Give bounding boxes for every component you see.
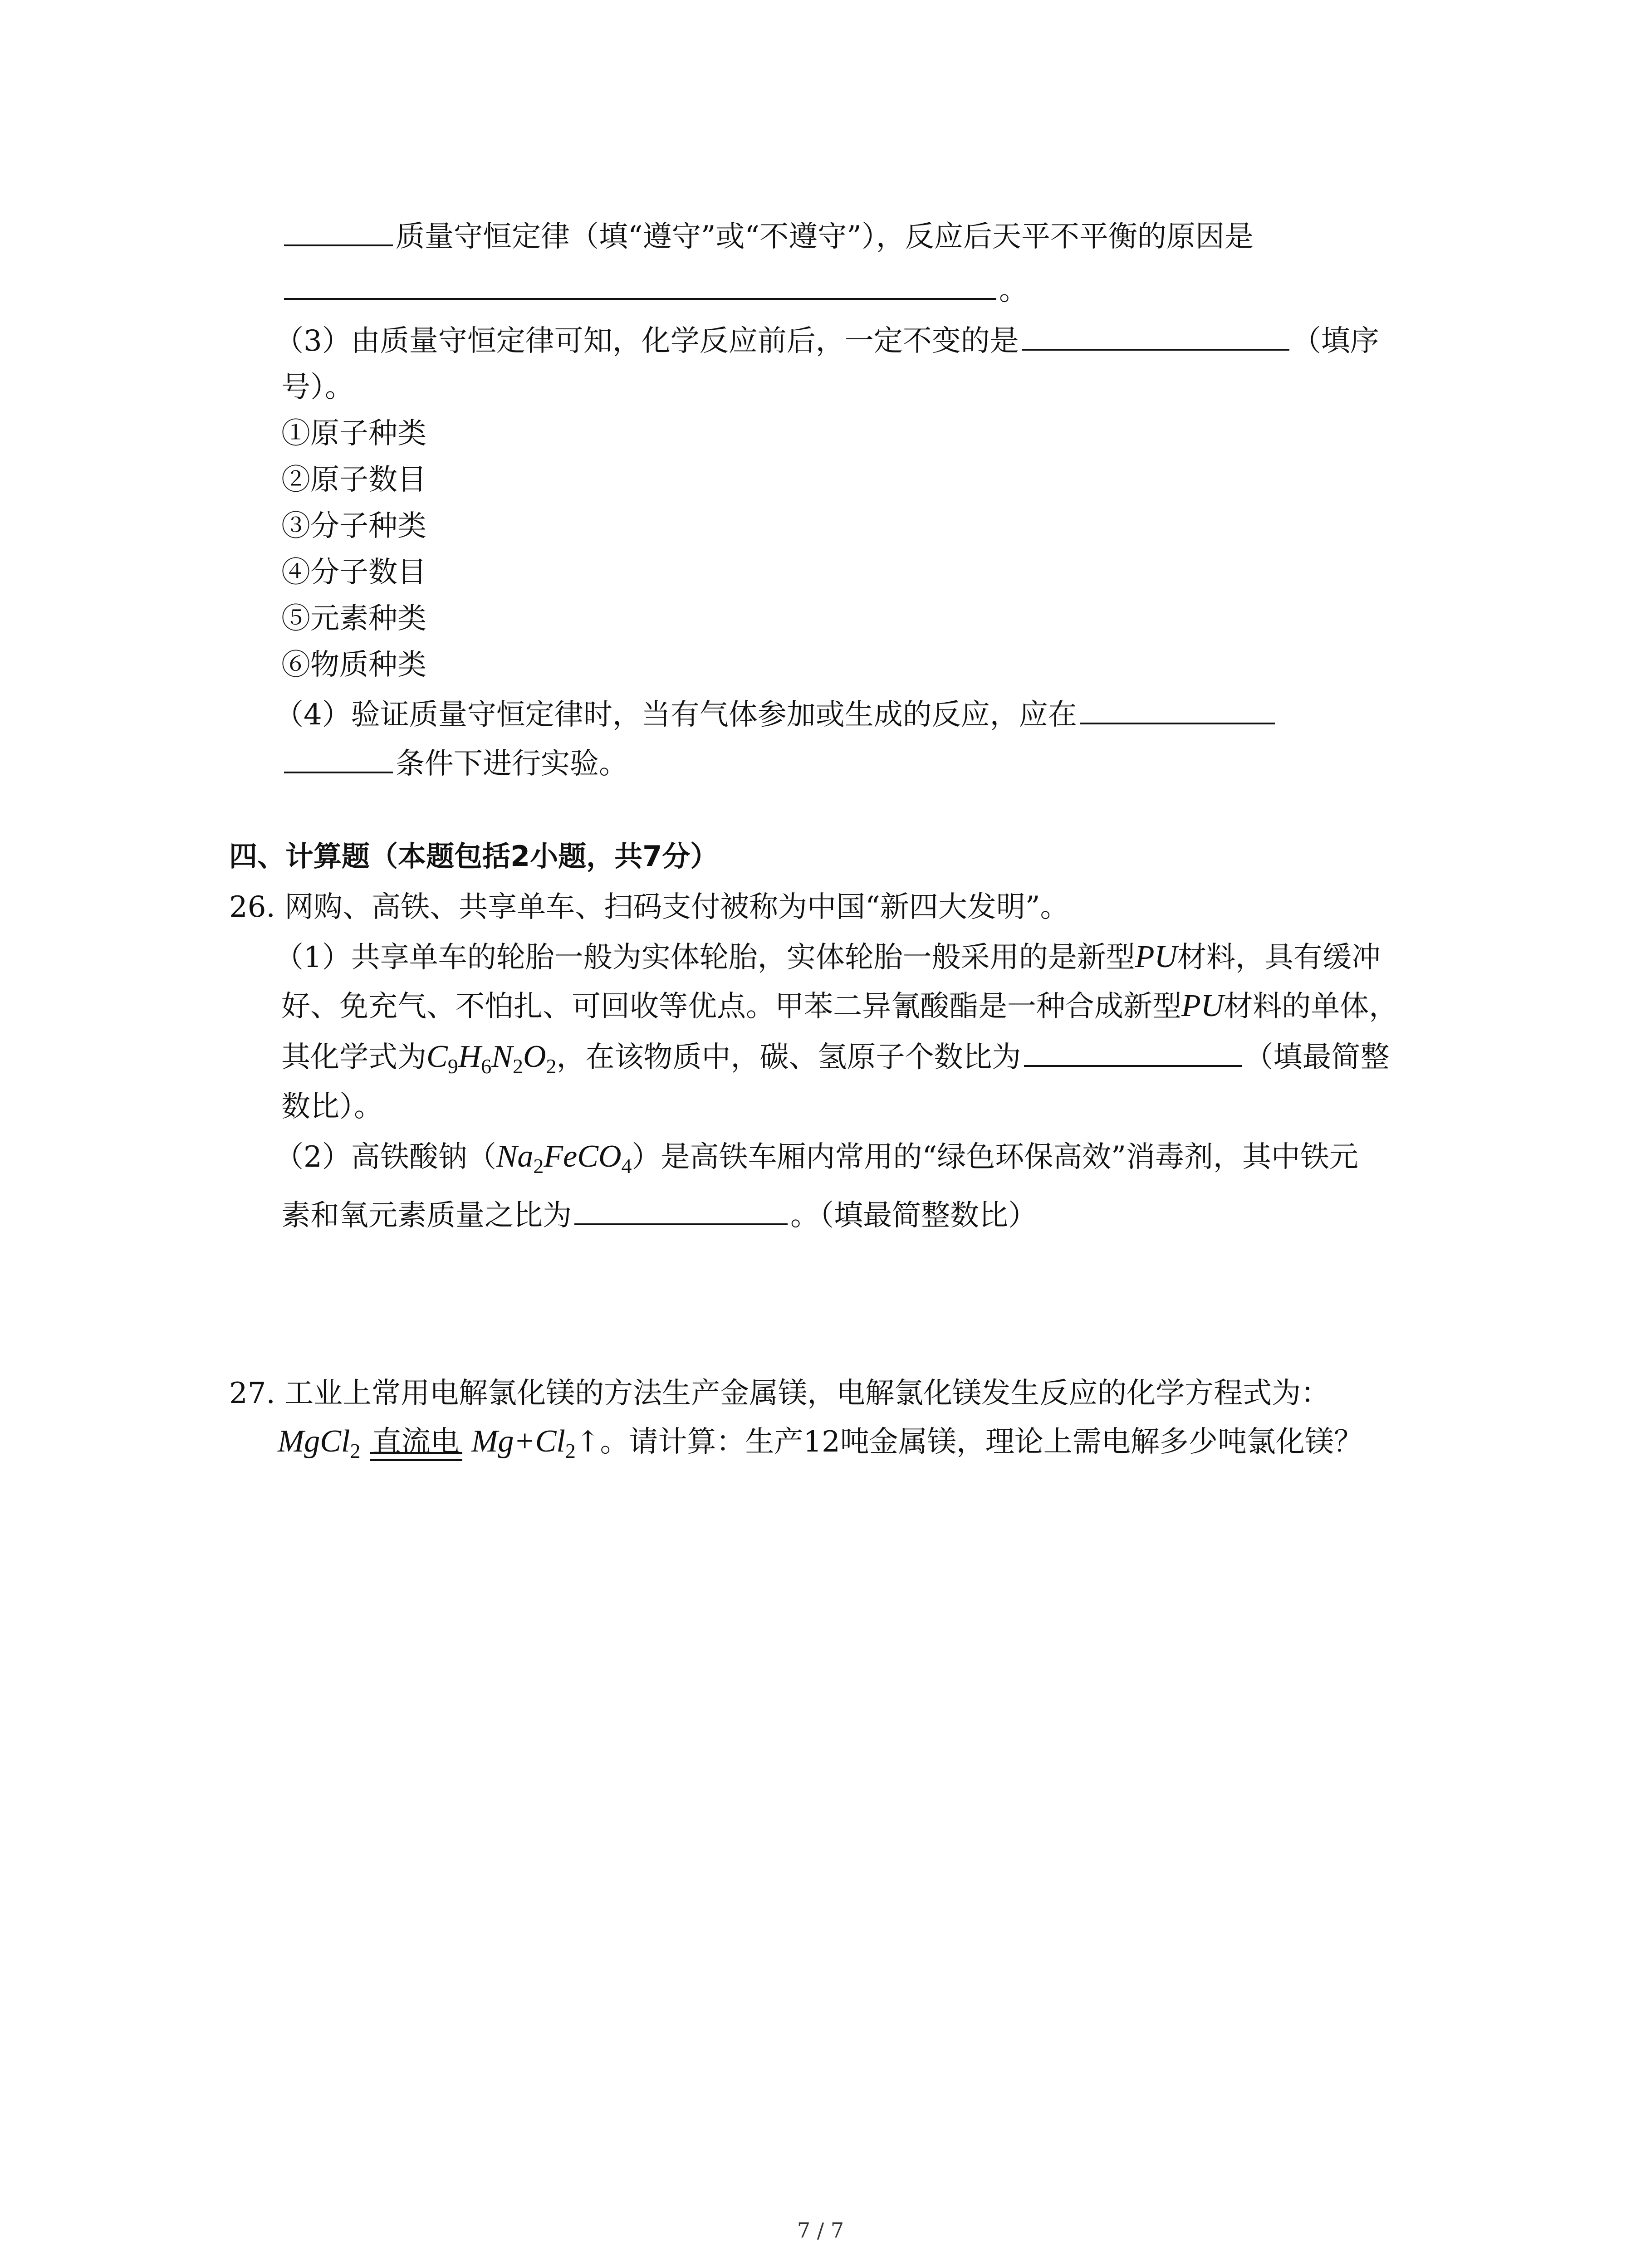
q26-text: 材料的单体， bbox=[1224, 990, 1398, 1023]
option-6 bbox=[281, 642, 426, 688]
option-text: ②原子数目 bbox=[281, 463, 426, 497]
option-2 bbox=[281, 457, 426, 503]
q27-equation-line bbox=[278, 1419, 1363, 1474]
q26-part2-line-1 bbox=[274, 1134, 1358, 1189]
answer-blank[interactable] bbox=[284, 270, 996, 300]
product-formula: Mg+Cl bbox=[471, 1424, 565, 1459]
formula-subscript: 4 bbox=[621, 1154, 632, 1178]
formula-symbol: FeCO bbox=[544, 1139, 622, 1174]
option-text: ⑥物质种类 bbox=[281, 648, 426, 682]
q26-text: （2）高铁酸钠（ bbox=[274, 1140, 496, 1174]
option-1 bbox=[281, 411, 426, 456]
q25-line-1 bbox=[281, 214, 1254, 259]
q26-stem-text: 26. 网购、高铁、共享单车、扫码支付被称为中国“新四大发明”。 bbox=[229, 890, 1069, 924]
section-title: 四、计算题（本题包括2小题，共7分） bbox=[229, 840, 719, 873]
formula-symbol: Na bbox=[496, 1139, 534, 1174]
reactant-formula: MgCl bbox=[278, 1424, 350, 1459]
option-text: ⑤元素种类 bbox=[281, 602, 426, 635]
q26-text: ，在该物质中，碳、氢原子个数比为 bbox=[556, 1041, 1021, 1074]
q25-part4-line-2 bbox=[281, 741, 628, 787]
q26-text: （1）共享单车的轮胎一般为实体轮胎，实体轮胎一般采用的是新型 bbox=[274, 941, 1135, 974]
option-5 bbox=[281, 596, 426, 641]
q26-part1-line-4 bbox=[281, 1084, 383, 1129]
q25-part4-text: （4）验证质量守恒定律时，当有气体参加或生成的反应，应在 bbox=[274, 698, 1077, 732]
q26-part1-line-1 bbox=[274, 934, 1381, 980]
q27-question-text: 。请计算：生产12吨金属镁，理论上需电解多少吨氯化镁？ bbox=[600, 1425, 1363, 1459]
answer-blank[interactable] bbox=[574, 1195, 788, 1225]
q25-line-2 bbox=[281, 268, 1028, 313]
formula-subscript: 2 bbox=[512, 1055, 523, 1078]
q26-part1-line-3 bbox=[281, 1034, 1390, 1089]
q27-stem-text: 27. 工业上常用电解氯化镁的方法生产金属镁，电解氯化镁发生反应的化学方程式为： bbox=[229, 1377, 1330, 1410]
page-number bbox=[0, 2218, 1641, 2243]
q25-part3-hint-end: 号）。 bbox=[281, 371, 354, 404]
formula-symbol: N bbox=[491, 1039, 513, 1074]
formula-symbol: O bbox=[523, 1039, 546, 1074]
option-4 bbox=[281, 550, 426, 595]
q25-line-1-text: 质量守恒定律（填“遵守”或“不遵守”），反应后天平不平衡的原因是 bbox=[396, 220, 1254, 254]
q26-text: 好、免充气、不怕扎、可回收等优点。甲苯二异氰酸酯是一种合成新型 bbox=[281, 990, 1181, 1023]
q26-text: 数比）。 bbox=[281, 1090, 383, 1124]
q26-text: ）是高铁车厢内常用的“绿色环保高效”消毒剂，其中铁元 bbox=[632, 1140, 1358, 1174]
q26-text: 素和氧元素质量之比为 bbox=[281, 1199, 572, 1232]
reaction-condition: 直流电 bbox=[370, 1419, 462, 1465]
formula-symbol: H bbox=[458, 1039, 481, 1074]
q26-text: 材料，具有缓冲 bbox=[1177, 941, 1381, 974]
formula-symbol: C bbox=[426, 1039, 448, 1074]
q25-part3-text: （3）由质量守恒定律可知，化学反应前后，一定不变的是 bbox=[274, 324, 1019, 358]
formula-na2feco4 bbox=[496, 1139, 632, 1178]
q26-part1-line-2 bbox=[281, 983, 1398, 1029]
answer-blank[interactable] bbox=[284, 743, 393, 773]
q26-text: （填最简整 bbox=[1244, 1041, 1390, 1074]
formula-subscript: 6 bbox=[481, 1055, 492, 1078]
q25-line-2-end: 。 bbox=[999, 274, 1028, 307]
pu-label: PU bbox=[1181, 988, 1224, 1023]
q25-part3-line-2 bbox=[281, 365, 354, 410]
option-text: ④分子数目 bbox=[281, 556, 426, 589]
answer-blank[interactable] bbox=[1024, 1037, 1242, 1067]
q26-text: 。（填最简整数比） bbox=[790, 1199, 1037, 1232]
formula-subscript: 2 bbox=[533, 1154, 544, 1178]
formula-subscript: 2 bbox=[350, 1439, 361, 1462]
option-text: ①原子种类 bbox=[281, 417, 426, 450]
q26-stem bbox=[229, 885, 1069, 930]
answer-blank[interactable] bbox=[1080, 694, 1275, 724]
gas-arrow-icon: ↑ bbox=[575, 1425, 600, 1459]
option-3 bbox=[281, 503, 426, 549]
q25-part3-hint: （填序 bbox=[1292, 324, 1379, 358]
q25-part3-line-1 bbox=[274, 318, 1379, 364]
section-4-heading bbox=[229, 834, 718, 879]
option-text: ③分子种类 bbox=[281, 509, 426, 543]
q26-text: 其化学式为 bbox=[281, 1041, 426, 1074]
q27-stem bbox=[229, 1371, 1330, 1416]
page-number-text: 7 / 7 bbox=[797, 2218, 844, 2243]
q26-part2-line-2 bbox=[281, 1193, 1037, 1238]
formula-c9h6n2o2 bbox=[426, 1039, 557, 1078]
q25-part4-text-end: 条件下进行实验。 bbox=[396, 747, 628, 781]
q25-part4-line-1 bbox=[274, 692, 1278, 738]
pu-label: PU bbox=[1135, 939, 1178, 974]
formula-subscript: 9 bbox=[447, 1055, 458, 1078]
formula-subscript: 2 bbox=[565, 1439, 576, 1462]
answer-blank[interactable] bbox=[1022, 321, 1289, 351]
answer-blank[interactable] bbox=[284, 216, 393, 246]
formula-subscript: 2 bbox=[546, 1055, 557, 1078]
